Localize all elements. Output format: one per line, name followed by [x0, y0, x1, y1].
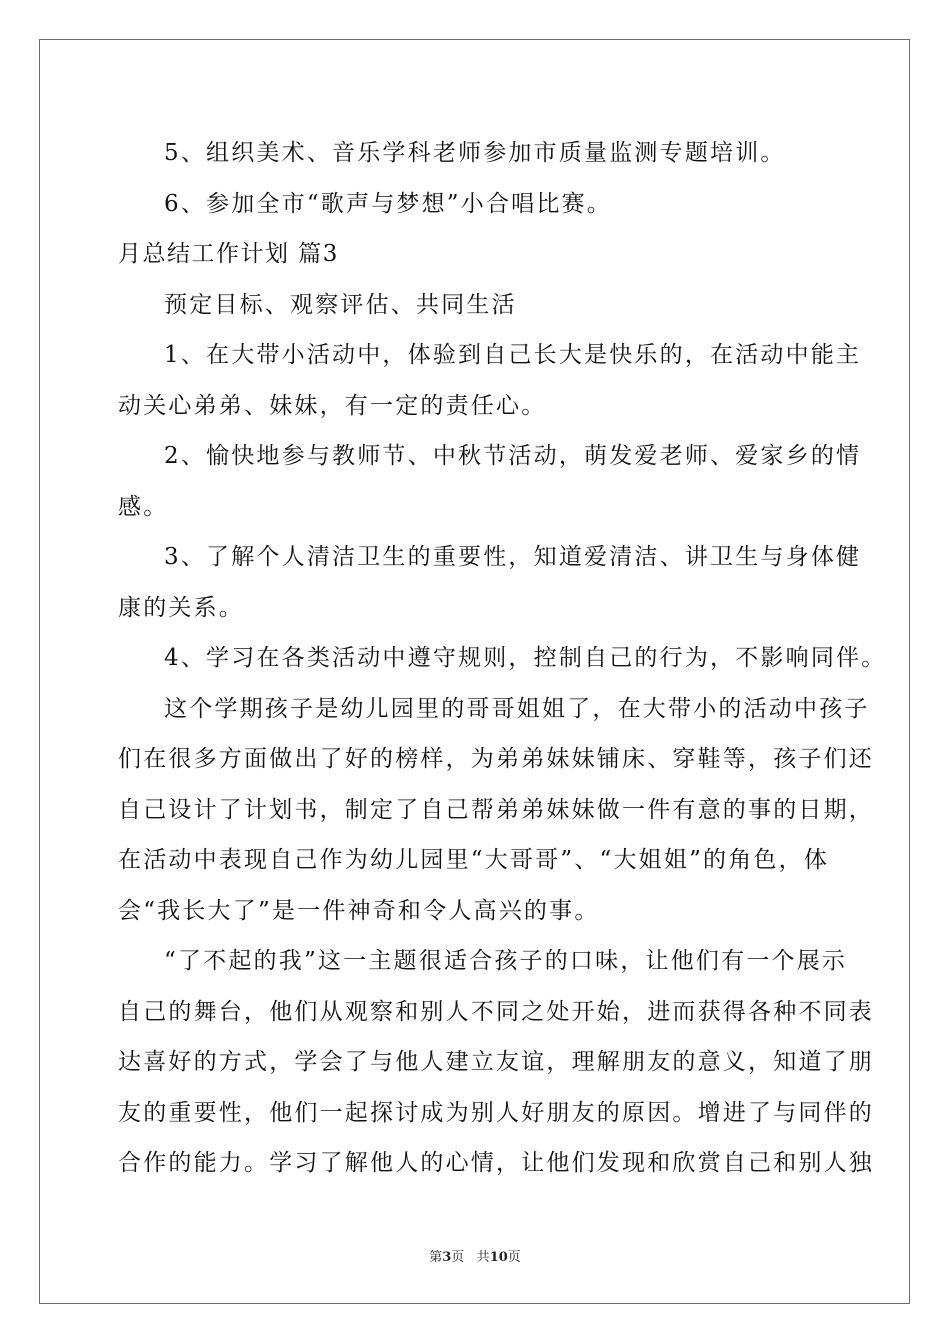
paragraph-line: 友的重要性，他们一起探讨成为别人好朋友的原因。增进了与同伴的 [118, 1099, 874, 1126]
paragraph-line: “了不起的我”这一主题很适合孩子的口味，让他们有一个展示 [164, 948, 848, 974]
paragraph-line: 这个学期孩子是幼儿园里的哥哥姐姐了，在大带小的活动中孩子 [164, 695, 870, 722]
total-page-number: 10 [489, 1250, 508, 1265]
paragraph-line: 达喜好的方式，学会了与他人建立友谊，理解朋友的意义，知道了朋 [118, 1049, 874, 1075]
paragraph-line: 2、愉快地参与教师节、中秋节活动，萌发爱老师、爱家乡的情 [164, 443, 862, 469]
paragraph-line: 3、了解个人清洁卫生的重要性，知道爱清洁、讲卫生与身体健 [164, 544, 862, 570]
current-page-number: 3 [442, 1250, 452, 1265]
footer-page-suffix: 页 [451, 1250, 465, 1265]
paragraph-line: 1、在大带小活动中，体验到自己长大是快乐的，在活动中能主 [164, 342, 862, 368]
document-body [118, 128, 887, 1189]
paragraph-line: 4、学习在各类活动中遵守规则，控制自己的行为，不影响同伴。 [164, 645, 887, 671]
paragraph-line: 5、组织美术、音乐学科老师参加市质量监测专题培训。 [164, 140, 786, 166]
footer-total-suffix: 页 [507, 1250, 521, 1265]
paragraph-line: 们在很多方面做出了好的榜样，为弟弟妹妹铺床、穿鞋等，孩子们还 [118, 746, 874, 772]
page-footer [0, 1246, 950, 1265]
paragraph-line: 自己的舞台，他们从观察和别人不同之处开始，进而获得各种不同表 [118, 998, 874, 1025]
paragraph-line: 自己设计了计划书，制定了自己帮弟弟妹妹做一件有意的事的日期， [118, 796, 874, 823]
paragraph-line: 合作的能力。学习了解他人的心情，让他们发现和欣赏自己和别人独 [118, 1150, 874, 1176]
paragraph-line: 感。 [118, 493, 169, 520]
paragraph-line: 6、参加全市“歌声与梦想”小合唱比赛。 [164, 190, 612, 217]
footer-prefix: 第 [429, 1250, 443, 1265]
paragraph-line: 在活动中表现自己作为幼儿园里“大哥哥”、“大姐姐”的角色，体 [118, 847, 830, 873]
paragraph-line: 动关心弟弟、妹妹，有一定的责任心。 [118, 392, 547, 419]
paragraph-line: 康的关系。 [118, 594, 244, 621]
footer-total-prefix: 共 [476, 1250, 490, 1265]
paragraph-line: 预定目标、观察评估、共同生活 [164, 291, 517, 318]
section-heading: 月总结工作计划 篇3 [118, 241, 339, 267]
paragraph-line: 会“我长大了”是一件神奇和令人高兴的事。 [118, 897, 600, 924]
